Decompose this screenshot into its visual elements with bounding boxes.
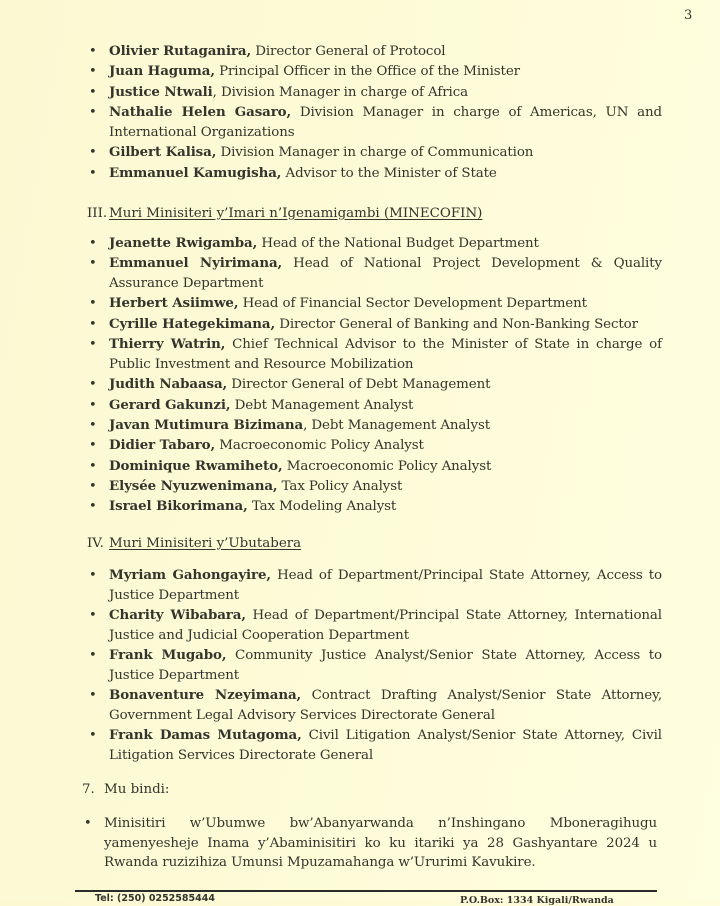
list-item: [87, 396, 662, 416]
bullet-icon: •: [89, 256, 97, 272]
person-role: Debt Management Analyst: [234, 397, 414, 413]
bullet-icon: •: [89, 64, 97, 80]
person-name: Juan Haguma,: [109, 63, 215, 80]
person-role: Head of Financial Sector Development Department: [242, 296, 587, 312]
person-name: Justice Ntwali: [109, 83, 213, 100]
person-role: Contract Drafting Analyst/Senior State Attorney, Government Legal Advisory Services Directorate General: [109, 687, 662, 723]
list-item: [87, 375, 662, 395]
list-item: [87, 143, 662, 163]
list-item: [87, 416, 662, 436]
bullet-icon: •: [89, 727, 97, 743]
section-iii-list: [87, 234, 662, 517]
bullet-icon: •: [89, 105, 97, 121]
person-name: Elysée Nyuzwenimana,: [109, 478, 278, 495]
person-role: Division Manager in charge of Communication: [220, 145, 534, 161]
person-role: Macroeconomic Policy Analyst: [286, 458, 492, 474]
section-iv-heading: [87, 534, 301, 553]
person-name: Jeanette Rwigamba,: [109, 235, 258, 251]
section-title: Muri Minisiteri y’Ubutabera: [109, 536, 302, 551]
list-item: [87, 62, 662, 82]
bullet-icon: •: [89, 165, 97, 181]
person-role: Tax Policy Analyst: [281, 479, 403, 495]
page-number: 3: [684, 8, 693, 23]
list-item: [87, 436, 662, 456]
bullet-icon: •: [89, 377, 97, 393]
person-role: Head of the National Budget Department: [261, 236, 539, 251]
person-name: Myriam Gahongayire,: [109, 567, 271, 583]
section-iv-list: [87, 566, 662, 765]
bullet-icon: •: [89, 647, 97, 663]
list-item: [87, 646, 662, 685]
section-iii-heading: [87, 204, 482, 223]
section-title: Muri Minisiteri y’Imari n’Igenamigambi (MINECOFIN): [109, 206, 483, 221]
bullet-icon: •: [89, 499, 97, 515]
bullet-icon: •: [84, 816, 92, 831]
bullet-icon: •: [89, 417, 97, 433]
list-item: [87, 164, 662, 184]
person-name: Emmanuel Kamugisha,: [109, 164, 282, 181]
person-name: Didier Tabaro,: [109, 437, 216, 454]
list-item: [87, 497, 662, 517]
list-item: [87, 566, 662, 605]
list-item: [87, 294, 662, 314]
bullet-icon: •: [89, 236, 97, 251]
person-name: Frank Mugabo,: [109, 646, 227, 663]
person-name: Herbert Asiimwe,: [109, 295, 239, 312]
section-number: IV.: [87, 536, 104, 551]
bullet-icon: •: [89, 687, 97, 703]
list-item: [87, 457, 662, 477]
person-name: Javan Mutimura Bizimana: [109, 416, 304, 433]
section-7-heading: [82, 780, 169, 799]
person-role: Director General of Debt Management: [231, 377, 491, 393]
person-role: Division Manager in charge of Americas, UN and International Organizations: [109, 105, 662, 140]
person-role: Head of Department/Principal State Attorney, International Justice and Judicial Cooperation Department: [109, 607, 662, 643]
person-role: Civil Litigation Analyst/Senior State Attorney, Civil Litigation Services Directorate General: [109, 727, 662, 763]
paragraph-text: Minisitiri w’Ubumwe bw’Abanyarwanda n’Inshingano Mboneragihugu yamenyesheje Inama y’Abaminisitiri ko ku itariki ya 28 Gashyantare 2024 u Rwanda ruzizihiza Umunsi Mpuzamahanga w’Ururimi Kavukire.: [104, 816, 657, 871]
person-name: Thierry Watrin,: [109, 336, 226, 353]
person-name: Gerard Gakunzi,: [109, 396, 231, 413]
bullet-icon: •: [89, 145, 97, 161]
list-item: [87, 477, 662, 497]
person-role: Director General of Protocol: [255, 44, 446, 59]
bullet-icon: •: [89, 397, 97, 413]
list-item: [87, 83, 662, 103]
person-role: Tax Modeling Analyst: [251, 499, 397, 515]
list-item: [87, 234, 662, 254]
person-name: Emmanuel Nyirimana,: [109, 255, 283, 272]
person-role: , Debt Management Analyst: [303, 417, 491, 433]
person-name: Charity Wibabara,: [109, 606, 246, 623]
list-item: [82, 814, 657, 873]
person-name: Olivier Rutaganira,: [109, 43, 252, 59]
person-role: Macroeconomic Policy Analyst: [219, 438, 424, 454]
person-name: Judith Nabaasa,: [109, 376, 228, 393]
person-name: Nathalie Helen Gasaro,: [109, 104, 292, 121]
bullet-icon: •: [89, 438, 97, 454]
bullet-icon: •: [89, 337, 97, 353]
person-role: Director General of Banking and Non-Banking Sector: [279, 316, 638, 332]
list-item: [87, 254, 662, 293]
list-item: [87, 42, 662, 62]
bullet-icon: •: [89, 607, 97, 623]
section-number: III.: [87, 206, 108, 221]
bullet-icon: •: [89, 316, 97, 332]
person-role: Advisor to the Minister of State: [285, 165, 497, 181]
list-item: [87, 726, 662, 765]
person-name: Bonaventure Nzeyimana,: [109, 686, 302, 703]
person-role: Principal Officer in the Office of the Minister: [219, 64, 520, 80]
footer-divider: [75, 890, 657, 892]
list-item: [87, 686, 662, 725]
bullet-icon: •: [89, 296, 97, 312]
section-number: 7.: [82, 782, 95, 797]
bullet-icon: •: [89, 479, 97, 495]
footer-po-box: P.O.Box: 1334 Kigali/Rwanda: [460, 895, 614, 906]
list-item: [87, 335, 662, 374]
bullet-icon: •: [89, 458, 97, 474]
list-item: [87, 315, 662, 335]
footer-telephone: Tel: (250) 0252585444: [95, 893, 215, 904]
person-role: Head of Department/Principal State Attorney, Access to Justice Department: [109, 568, 663, 603]
person-role: Head of National Project Development & Quality Assurance Department: [109, 256, 662, 291]
section-7-list: [82, 814, 657, 873]
list-item: [87, 606, 662, 645]
bullet-icon: •: [89, 44, 97, 59]
person-name: Gilbert Kalisa,: [109, 144, 217, 161]
bullet-icon: •: [89, 84, 97, 100]
bullet-icon: •: [89, 568, 97, 583]
person-name: Frank Damas Mutagoma,: [109, 726, 302, 743]
person-role: , Division Manager in charge of Africa: [212, 84, 469, 100]
person-role: Chief Technical Advisor to the Minister of State in charge of Public Investment and Resource Mobilization: [109, 337, 662, 372]
person-name: Cyrille Hategekimana,: [109, 315, 276, 332]
list-item: [87, 103, 662, 142]
section-ii-list: [87, 42, 662, 183]
person-name: Israel Bikorimana,: [109, 498, 248, 515]
section-title: Mu bindi:: [104, 782, 170, 797]
person-role: Community Justice Analyst/Senior State Attorney, Access to Justice Department: [109, 647, 662, 683]
person-name: Dominique Rwamiheto,: [109, 457, 283, 474]
